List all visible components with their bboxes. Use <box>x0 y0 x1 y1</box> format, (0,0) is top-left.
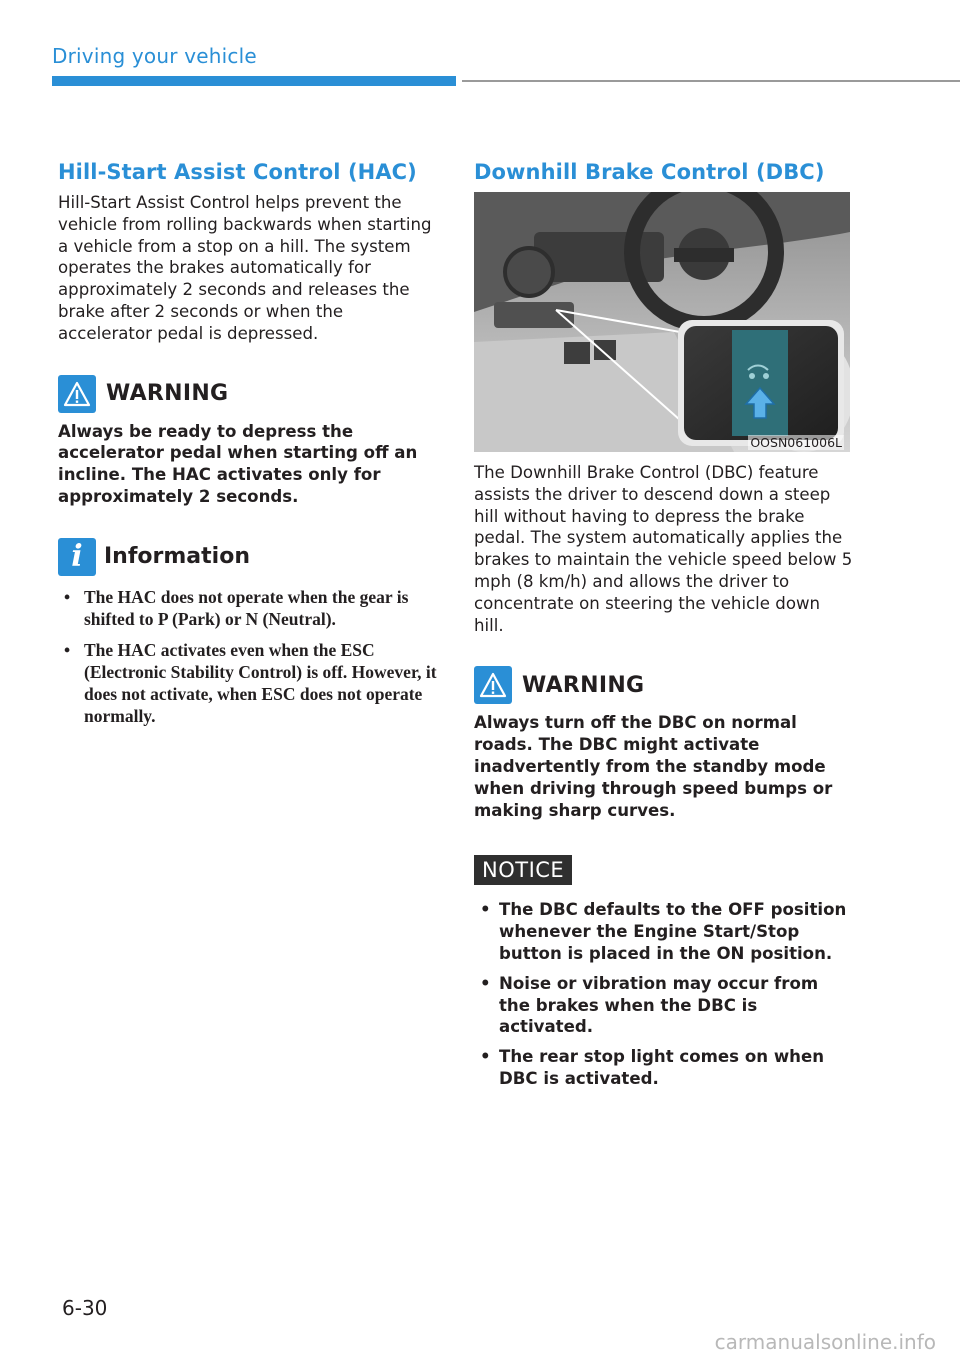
notice-badge: NOTICE <box>474 855 572 885</box>
hac-column <box>58 160 438 736</box>
dbc-column <box>474 160 854 1098</box>
watermark: carmanualsonline.info <box>714 1330 936 1354</box>
hac-warning-header <box>58 375 438 413</box>
hac-info-label: Information <box>104 544 250 570</box>
hac-info-list <box>58 586 438 727</box>
header-accent-bar <box>52 76 456 86</box>
list-item: • The DBC defaults to the OFF position whenever the Engine Start/Stop button is placed in the ON position. <box>474 899 854 964</box>
dbc-title: Downhill Brake Control (DBC) <box>474 160 825 184</box>
dbc-warning-label: WARNING <box>522 672 645 698</box>
dbc-warning-header <box>474 666 854 704</box>
list-item: • The HAC activates even when the ESC (Electronic Stability Control) is off. However, it does not activate, when ESC does not operate normally. <box>58 639 438 727</box>
hac-warning-label: WARNING <box>106 381 229 407</box>
dbc-notice-list <box>474 899 854 1089</box>
warning-triangle-icon <box>474 666 512 704</box>
header-rule <box>462 80 960 82</box>
hac-title: Hill-Start Assist Control (HAC) <box>58 160 417 184</box>
information-icon: i <box>58 538 96 576</box>
list-item: • The rear stop light comes on when DBC is activated. <box>474 1046 854 1090</box>
list-item: • The HAC does not operate when the gear is shifted to P (Park) or N (Neutral). <box>58 586 438 630</box>
warning-triangle-icon <box>58 375 96 413</box>
dbc-body: The Downhill Brake Control (DBC) feature assists the driver to descend down a steep hill without having to depress the brake pedal. The system automatically applies the brakes to maintain the vehicle speed below 5 mph (8 km/h) and allows the driver to concentrate on steering the vehicle down hill. <box>474 463 853 635</box>
header-section-title: Driving your vehicle <box>52 44 257 68</box>
hac-info-header <box>58 538 438 576</box>
hac-warning-text: Always be ready to depress the accelerator pedal when starting off an incline. The HAC activates only for approximately 2 seconds. <box>58 421 418 506</box>
page-number: 6-30 <box>62 1296 108 1320</box>
dashboard-illustration <box>474 192 850 452</box>
figure-code: OOSN061006L <box>750 435 842 450</box>
dbc-warning-text: Always turn off the DBC on normal roads. The DBC might activate inadvertently from the standby mode when driving through speed bumps or making sharp curves. <box>474 713 833 820</box>
dbc-button-figure <box>474 192 850 452</box>
hac-body: Hill-Start Assist Control helps prevent the vehicle from rolling backwards when starting a vehicle from a stop on a hill. The system operates the brakes automatically for approximately 2 seconds and releases the brake after 2 seconds or when the accelerator pedal is depressed. <box>58 193 432 343</box>
list-item: • Noise or vibration may occur from the brakes when the DBC is activated. <box>474 973 854 1038</box>
